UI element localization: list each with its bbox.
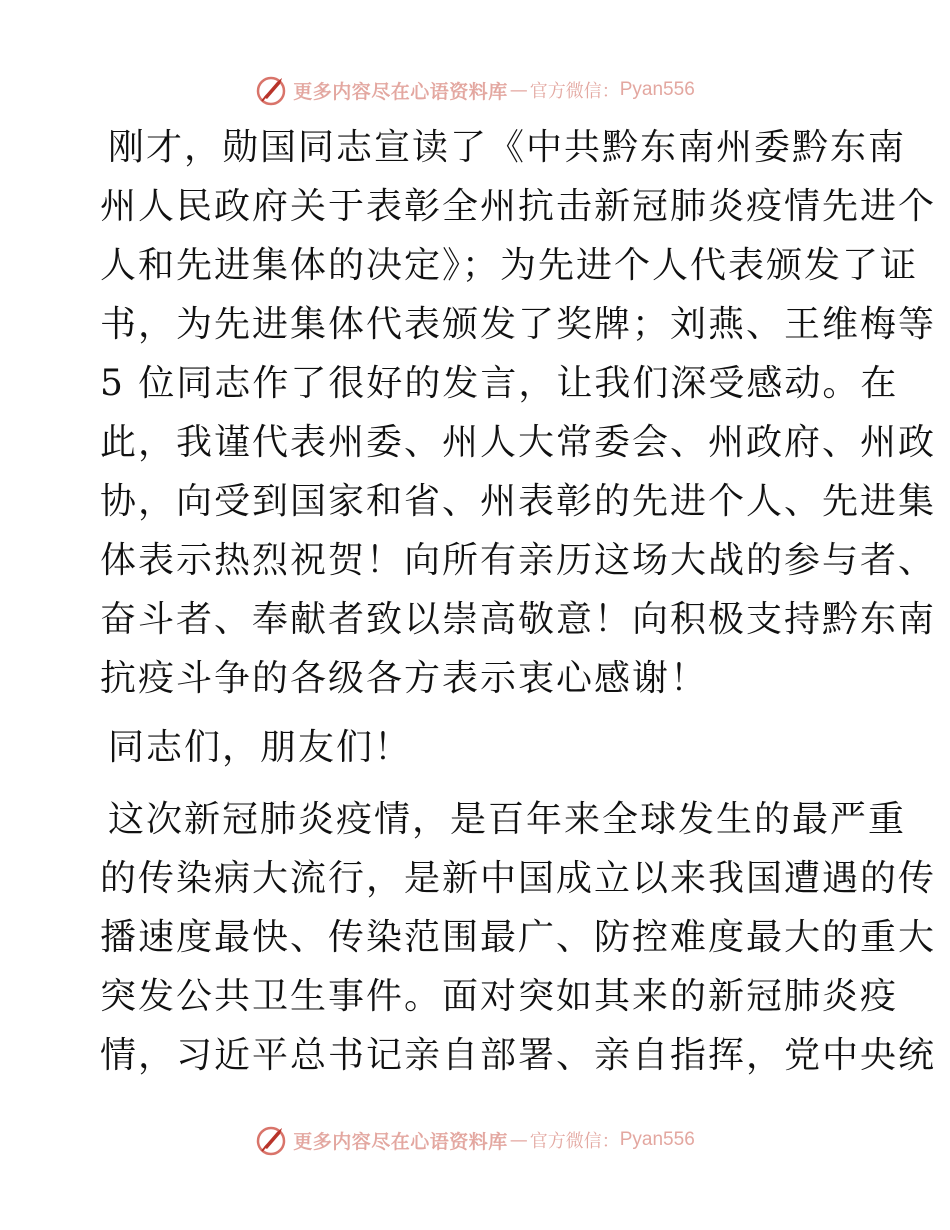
- quill-logo-icon: [255, 1123, 289, 1157]
- text-line: 协，向受到国家和省、州表彰的先进个人、先进集: [100, 481, 937, 522]
- text-line: 奋斗者、奉献者致以崇高敬意！向积极支持黔东南: [100, 599, 937, 640]
- watermark-dash: —: [509, 1129, 528, 1151]
- watermark-promo-text: 更多内容尽在心语资料库: [293, 80, 508, 103]
- text-line: 州人民政府关于表彰全州抗击新冠肺炎疫情先进个: [100, 186, 937, 227]
- text-line: 播速度最快、传染范围最广、防控难度最大的重大: [100, 917, 937, 958]
- text-line: 5 位同志作了很好的发言，让我们深受感动。在: [100, 363, 899, 404]
- paragraph-3: [0, 790, 950, 1085]
- header-watermark: [0, 70, 950, 110]
- watermark-promo-text: 更多内容尽在心语资料库: [293, 1130, 508, 1153]
- document-body: [0, 118, 950, 1095]
- footer-watermark: [0, 1120, 950, 1160]
- watermark-wechat-label: 官方微信：: [529, 1131, 620, 1152]
- text-line: 人和先进集体的决定》；为先进个人代表颁发了证: [100, 245, 919, 286]
- watermark-wechat-id: Pyan556: [619, 79, 695, 100]
- watermark-wechat-id: Pyan556: [619, 1129, 695, 1150]
- text-line: 情，习近平总书记亲自部署、亲自指挥，党中央统: [100, 1035, 937, 1076]
- paragraph-2: [0, 718, 950, 777]
- text-line: 的传染病大流行，是新中国成立以来我国遭遇的传: [100, 858, 937, 899]
- watermark-wechat-label: 官方微信：: [529, 81, 620, 102]
- text-line: 抗疫斗争的各级各方表示衷心感谢！: [100, 658, 709, 699]
- text-line: 这次新冠肺炎疫情，是百年来全球发生的最严重: [108, 799, 907, 840]
- paragraph-1: [0, 118, 950, 708]
- text-line: 同志们，朋友们！: [108, 727, 413, 768]
- text-line: 突发公共卫生事件。面对突如其来的新冠肺炎疫: [100, 976, 899, 1017]
- text-line: 刚才，勋国同志宣读了《中共黔东南州委黔东南: [108, 127, 907, 168]
- text-line: 此，我谨代表州委、州人大常委会、州政府、州政: [100, 422, 937, 463]
- watermark-dash: —: [509, 79, 528, 101]
- text-line: 书，为先进集体代表颁发了奖牌；刘燕、王维梅等: [100, 304, 937, 345]
- quill-logo-icon: [255, 73, 289, 107]
- text-line: 体表示热烈祝贺！向所有亲历这场大战的参与者、: [100, 540, 937, 581]
